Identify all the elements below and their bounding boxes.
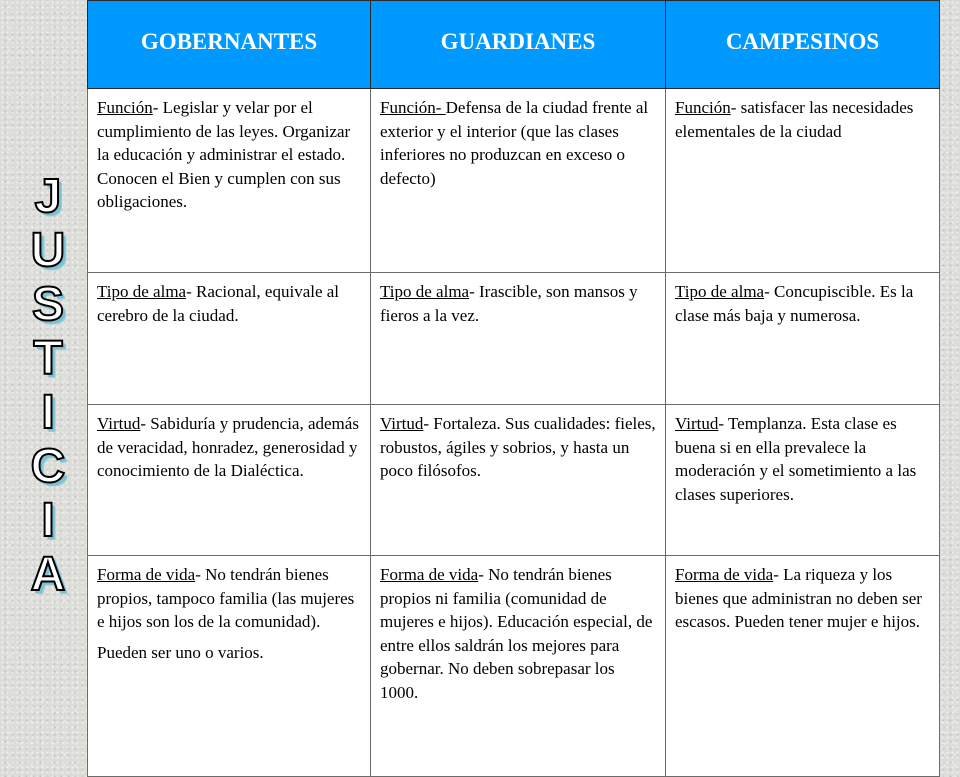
- cell-label: Forma de vida: [675, 565, 774, 584]
- cell-label: Función: [97, 98, 153, 117]
- cell-guardianes-virtud: [371, 405, 666, 556]
- cell-text: - No tendrán bienes propios, tampoco familia (las mujeres e hijos son los de la comunidad).: [97, 565, 355, 631]
- cell-text: Defensa de la ciudad frente al exterior y el interior (que las clases inferiores no produzcan en exceso o defecto): [380, 98, 649, 188]
- cell-campesinos-alma: [666, 273, 940, 405]
- title-letter: T: [33, 332, 63, 385]
- cell-text: - No tendrán bienes propios ni familia (comunidad de mujeres e hijos). Educación especial, de entre ellos saldrán los mejores para gobernar. No deben sobrepasar los 1000.: [380, 565, 653, 702]
- cell-label: Tipo de alma: [675, 282, 765, 301]
- cell-extra-text: Pueden ser uno o varios.: [97, 642, 264, 662]
- cell-text: - Legislar y velar por el cumplimiento de las leyes. Organizar la educación y administrar el estado. Conocen el Bien y cumplen con sus obligaciones.: [97, 98, 351, 211]
- cell-label: Forma de vida: [97, 565, 196, 584]
- cell-label: Tipo de alma: [380, 282, 470, 301]
- cell-gobernantes-virtud: [88, 405, 371, 556]
- row-funcion: [88, 89, 940, 273]
- cell-guardianes-vida: [371, 556, 666, 777]
- justicia-vertical-title: [18, 170, 78, 602]
- title-letter: I: [41, 494, 55, 547]
- cell-text: - Concupiscible. Es la clase más baja y numerosa.: [675, 282, 914, 325]
- cell-campesinos-funcion: [666, 89, 940, 273]
- cell-text: - Racional, equivale al cerebro de la ciudad.: [97, 282, 340, 325]
- cell-text: - Fortaleza. Sus cualidades: fieles, robustos, ágiles y sobrios, y hasta un poco filósofos.: [380, 414, 656, 480]
- cell-label: Tipo de alma: [97, 282, 187, 301]
- row-virtud: [88, 405, 940, 556]
- header-guardianes: GUARDIANES: [371, 1, 666, 89]
- cell-label: Virtud: [675, 414, 719, 433]
- classes-table: [87, 0, 940, 777]
- cell-text: - Templanza. Esta clase es buena si en ella prevalece la moderación y el sometimiento a las clases superiores.: [675, 414, 917, 504]
- title-letter: S: [31, 278, 64, 331]
- title-letter: I: [41, 386, 55, 439]
- cell-label: Virtud: [380, 414, 424, 433]
- row-tipo-de-alma: [88, 273, 940, 405]
- row-forma-de-vida: [88, 556, 940, 777]
- cell-gobernantes-funcion: [88, 89, 371, 273]
- cell-gobernantes-alma: [88, 273, 371, 405]
- title-letter: C: [30, 440, 66, 493]
- title-letter: U: [30, 224, 66, 277]
- cell-guardianes-funcion: [371, 89, 666, 273]
- header-gobernantes: GOBERNANTES: [88, 1, 371, 89]
- cell-label: Función-: [380, 98, 446, 117]
- cell-campesinos-virtud: [666, 405, 940, 556]
- cell-text: - satisfacer las necesidades elementales de la ciudad: [675, 98, 914, 141]
- cell-label: Forma de vida: [380, 565, 479, 584]
- cell-text: - Irascible, son mansos y fieros a la vez.: [380, 282, 638, 325]
- cell-guardianes-alma: [371, 273, 666, 405]
- cell-text: - La riqueza y los bienes que administran no deben ser escasos. Pueden tener mujer e hijos.: [675, 565, 922, 631]
- header-row: [88, 1, 940, 89]
- cell-text: - Sabiduría y prudencia, además de veracidad, honradez, generosidad y conocimiento de la Dialéctica.: [97, 414, 359, 480]
- title-letter: A: [30, 548, 66, 601]
- header-campesinos: CAMPESINOS: [666, 1, 940, 89]
- title-letter: J: [34, 170, 62, 223]
- cell-label: Función: [675, 98, 731, 117]
- cell-gobernantes-vida: [88, 556, 371, 777]
- cell-label: Virtud: [97, 414, 141, 433]
- cell-campesinos-vida: [666, 556, 940, 777]
